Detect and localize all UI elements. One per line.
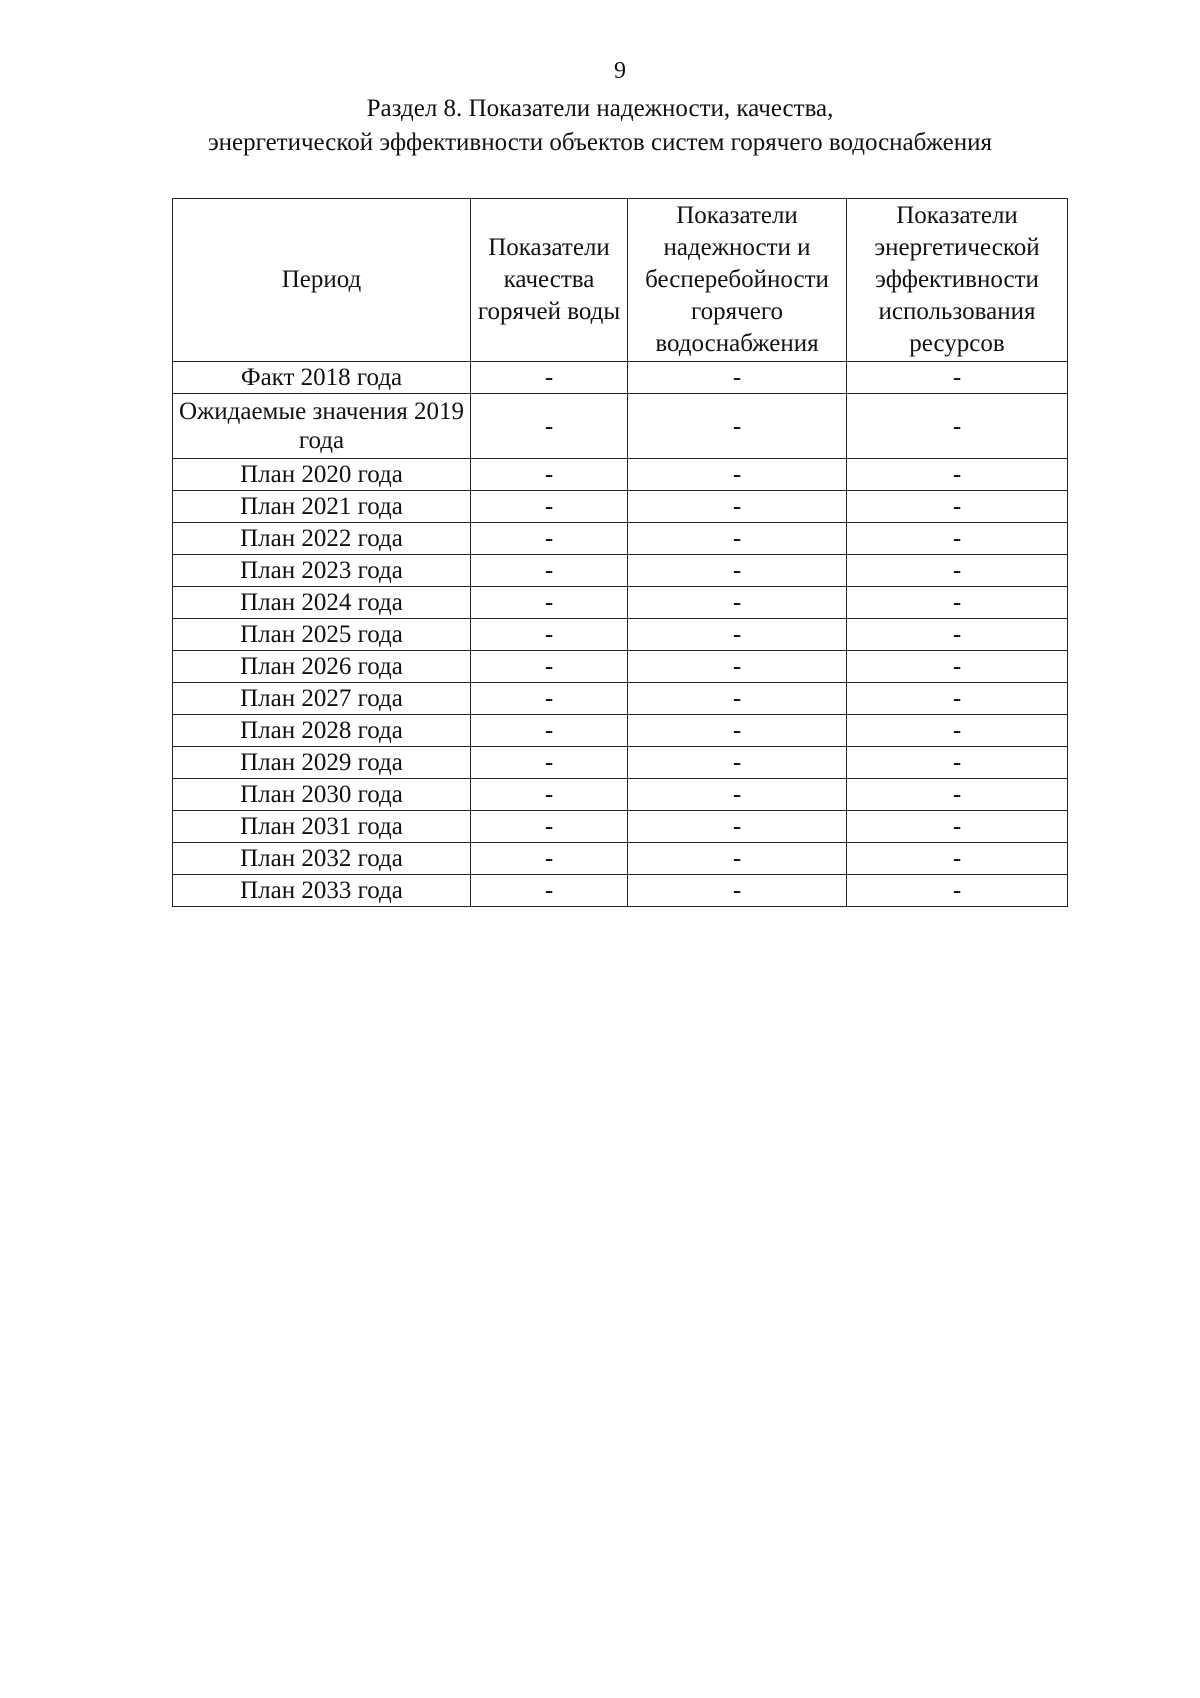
cell-reliability: - [628,875,847,907]
cell-reliability: - [628,619,847,651]
table-row [173,394,1068,459]
cell-period: План 2033 года [173,875,471,907]
cell-quality: - [471,875,628,907]
table-row [173,875,1068,907]
cell-quality: - [471,779,628,811]
cell-energy: - [847,683,1068,715]
cell-period: План 2022 года [173,523,471,555]
page-number: 9 [614,58,626,84]
table-row [173,459,1068,491]
cell-energy: - [847,715,1068,747]
cell-energy: - [847,555,1068,587]
table-row [173,843,1068,875]
cell-period: План 2026 года [173,651,471,683]
cell-quality: - [471,651,628,683]
cell-reliability: - [628,523,847,555]
cell-reliability: - [628,747,847,779]
cell-energy: - [847,843,1068,875]
cell-reliability: - [628,683,847,715]
cell-quality: - [471,523,628,555]
cell-quality: - [471,843,628,875]
section-title-line-1: Раздел 8. Показатели надежности, качества, [366,95,834,122]
cell-reliability: - [628,555,847,587]
cell-reliability: - [628,459,847,491]
table-row [173,651,1068,683]
table-row [173,619,1068,651]
cell-quality: - [471,362,628,394]
table-row [173,587,1068,619]
table-row [173,683,1068,715]
header-period: Период [173,199,471,362]
cell-period: Факт 2018 года [173,362,471,394]
cell-quality: - [471,491,628,523]
cell-reliability: - [628,587,847,619]
cell-period: План 2024 года [173,587,471,619]
table-row [173,362,1068,394]
cell-reliability: - [628,651,847,683]
cell-reliability: - [628,362,847,394]
cell-reliability: - [628,779,847,811]
table-row [173,491,1068,523]
cell-period: Ожидаемые значения 2019 года [173,394,471,459]
cell-energy: - [847,747,1068,779]
header-energy: Показатели энергетической эффективности использования ресурсов [847,199,1068,362]
cell-energy: - [847,779,1068,811]
cell-quality: - [471,459,628,491]
cell-period: План 2030 года [173,779,471,811]
cell-quality: - [471,683,628,715]
cell-period: План 2023 года [173,555,471,587]
table-row [173,715,1068,747]
cell-period: План 2021 года [173,491,471,523]
cell-reliability: - [628,843,847,875]
header-quality: Показатели качества горячей воды [471,199,628,362]
cell-energy: - [847,491,1068,523]
cell-period: План 2020 года [173,459,471,491]
cell-period: План 2025 года [173,619,471,651]
cell-quality: - [471,715,628,747]
cell-energy: - [847,875,1068,907]
cell-energy: - [847,651,1068,683]
cell-energy: - [847,394,1068,459]
cell-reliability: - [628,394,847,459]
cell-quality: - [471,747,628,779]
cell-energy: - [847,459,1068,491]
cell-reliability: - [628,715,847,747]
cell-period: План 2028 года [173,715,471,747]
table-row [173,779,1068,811]
cell-period: План 2031 года [173,811,471,843]
cell-energy: - [847,587,1068,619]
table-header-row [173,199,1068,362]
cell-reliability: - [628,491,847,523]
cell-energy: - [847,362,1068,394]
cell-quality: - [471,394,628,459]
cell-quality: - [471,619,628,651]
cell-reliability: - [628,811,847,843]
cell-quality: - [471,587,628,619]
table-row [173,523,1068,555]
table-row [173,811,1068,843]
cell-energy: - [847,523,1068,555]
cell-period: План 2032 года [173,843,471,875]
section-title-line-2: энергетической эффективности объектов систем горячего водоснабжения [207,129,993,156]
cell-quality: - [471,811,628,843]
cell-period: План 2027 года [173,683,471,715]
cell-period: План 2029 года [173,747,471,779]
table-row [173,555,1068,587]
cell-energy: - [847,811,1068,843]
section-title [100,92,1100,160]
table-row [173,747,1068,779]
indicators-table [172,198,1068,907]
cell-quality: - [471,555,628,587]
header-reliability: Показатели надежности и бесперебойности горячего водоснабжения [628,199,847,362]
cell-energy: - [847,619,1068,651]
